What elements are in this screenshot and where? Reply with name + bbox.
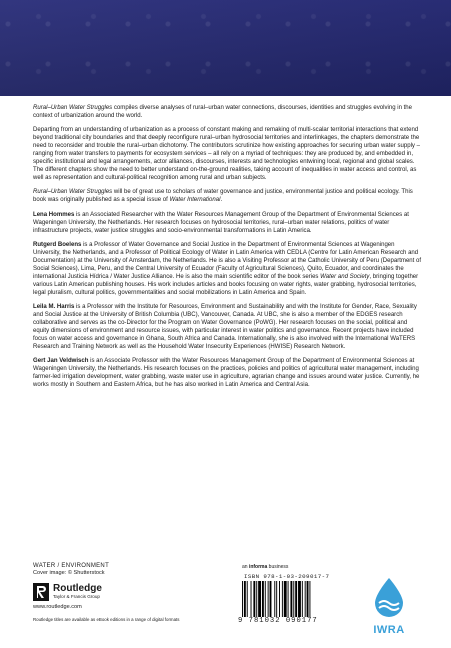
barcode-bar (279, 581, 280, 617)
iwra-logo (360, 576, 418, 636)
barcode-bar (290, 581, 292, 617)
cover-image-band (0, 0, 451, 96)
barcode-bar (302, 581, 303, 617)
barcode-bar (242, 581, 243, 617)
barcode (240, 581, 340, 617)
barcode-bar (284, 581, 287, 617)
barcode-bar (256, 581, 257, 617)
barcode-bar (309, 581, 310, 617)
barcode-bar (305, 581, 306, 617)
intro-paragraph-2: Departing from an understanding of urbanization as a process of constant making and remaking of multi-scalar territorial interactions that extend beyond traditional city boundaries and that deeply reconfigure rural–urban hydrosocial territories and interlinkages, the chapters demonstrate the need to reconsider and trouble the rural–urban dichotomy. The contributors scrutinize how existing approaches for securing urban water supply – ranging from water transfers to payments for ecosystem services – all rely on a myriad of techniques: they are produced by, and embedded in, specific institutional and legal arrangements, actor alliances, discourses, interests and technologies entwining local, regional and global scales. The different chapters show the need to better understand on-the-ground realities, taking account of inequalities in water access and control, as well as representation and cultural-political recognition among rural and urban subjects. (33, 127, 420, 182)
iwra-wordmark: IWRA (373, 624, 405, 636)
barcode-bar (265, 581, 266, 617)
informa-label: an informa business (242, 564, 289, 570)
intro-paragraph-1: Rural–Urban Water Struggles compiles diverse analyses of rural–urban water connections, discourses, identities and struggles evolving in the context of urbanization around the world. (33, 105, 413, 120)
barcode-bar (274, 581, 275, 617)
bio-rutgerd-boelens: Rutgerd Boelens is a Professor of Water Governance and Social Justice in the Department of Environmental Sciences at Wageningen University, the Netherlands, and a Professor of Political Ecology of Water in Latin America with CEDLA (Centre for Latin American Research and Documentation) at the University of Amsterdam, the Netherlands. He is also a Visiting Professor at the Catholic University of Peru (Department of Social Sciences), Lima, Peru, and the Central University of Ecuador (Faculty of Agricultural Sciences), Quito, Ecuador, and coordinates the international Justicia Hídrica / Water Justice Alliance. He is also the main scientific editor of the book series Water and Society, bringing together various Latin American publishing houses. His work includes articles and books focusing on water rights, water grabbing, hydrosocial territories, legal pluralism, cultural politics, governmentalities and social mobilizations in Latin America and Spain. (33, 241, 422, 296)
barcode-block (232, 564, 344, 634)
barcode-bar (298, 581, 301, 617)
subject-category: WATER / ENVIRONMENT (33, 563, 110, 569)
barcode-bar (253, 581, 255, 617)
barcode-bar (244, 581, 246, 617)
barcode-bar (276, 581, 277, 617)
barcode-bar (295, 581, 297, 617)
barcode-bar (270, 581, 272, 617)
barcode-bar (251, 581, 252, 617)
cover-credit: Cover image: © Shutterstock (33, 570, 105, 577)
publisher-url: www.routledge.com (33, 604, 82, 611)
back-cover-text (33, 104, 423, 395)
barcode-bar (262, 581, 264, 617)
intro-paragraph-3: Rural–Urban Water Struggles will be of great use to scholars of water governance and justice, environmental justice and political ecology. This book was originally published as a special issue of Water International. (33, 189, 413, 204)
barcode-bar (288, 581, 289, 617)
barcode-bar (247, 581, 248, 617)
barcode-bar (293, 581, 294, 617)
barcode-bar (258, 581, 261, 617)
isbn-text: ISBN 978-1-03-209017-7 (244, 573, 330, 580)
water-drop-icon (369, 576, 409, 618)
barcode-bar (268, 581, 269, 617)
bio-leila-harris: Leila M. Harris is a Professor with the Institute for Resources, Environment and Sustainability and with the Institute for Gender, Race, Sexuality and Social Justice at the University of British Columbia (UBC), Vancouver, Canada. At UBC, she is also a member of the EDGES research collaborative and serves as the co-Director for the Program on Water Governance (PoWG). Her research focuses on the social, political and equity dimensions of environment and resource issues, with particular interest in water politics and governance. Recent projects have included focus on water access and governance in Ghana, South Africa and Canada. Internationally, she is also involved with the International WaTERS Research and Training Network as well as the Household Water Insecurity Experiences (HWISE) Research Network. (33, 303, 417, 351)
barcode-bar (282, 581, 283, 617)
bio-gert-jan-veldwisch: Gert Jan Veldwisch is an Associate Professor with the Water Resources Management Group of the Department of Environmental Sciences at Wageningen University, the Netherlands. His research focuses on the practices, policies and politics of agricultural water management, including farmer-led irrigation development, water grabbing, waste water use in agriculture, agrarian change and issues around water justice. Currently, he works mostly in Southern and Eastern Africa, but he has also worked in Latin America and Central Asia. (33, 358, 420, 389)
barcode-bar (307, 581, 309, 617)
ebook-note: Routledge titles are available as eBook editions in a range of digital formats (33, 616, 180, 622)
bio-lena-hommes: Lena Hommes is an Associated Researcher with the Water Resources Management Group of the Department of Environmental Sciences at Wageningen University, the Netherlands. Her research focuses on hydrosocial territories, rural–urban water relations, politics of water infrastructure projects, water justice struggles and socio-environmental transformations in Latin America. (33, 211, 409, 234)
book-title: Rural–Urban Water Struggles (33, 105, 113, 111)
routledge-logo: Routledge Taylor & Francis Group (33, 583, 233, 601)
barcode-digits: 9 781032 090177 (238, 617, 318, 625)
routledge-r-icon (33, 583, 49, 601)
publisher-block (33, 563, 233, 623)
